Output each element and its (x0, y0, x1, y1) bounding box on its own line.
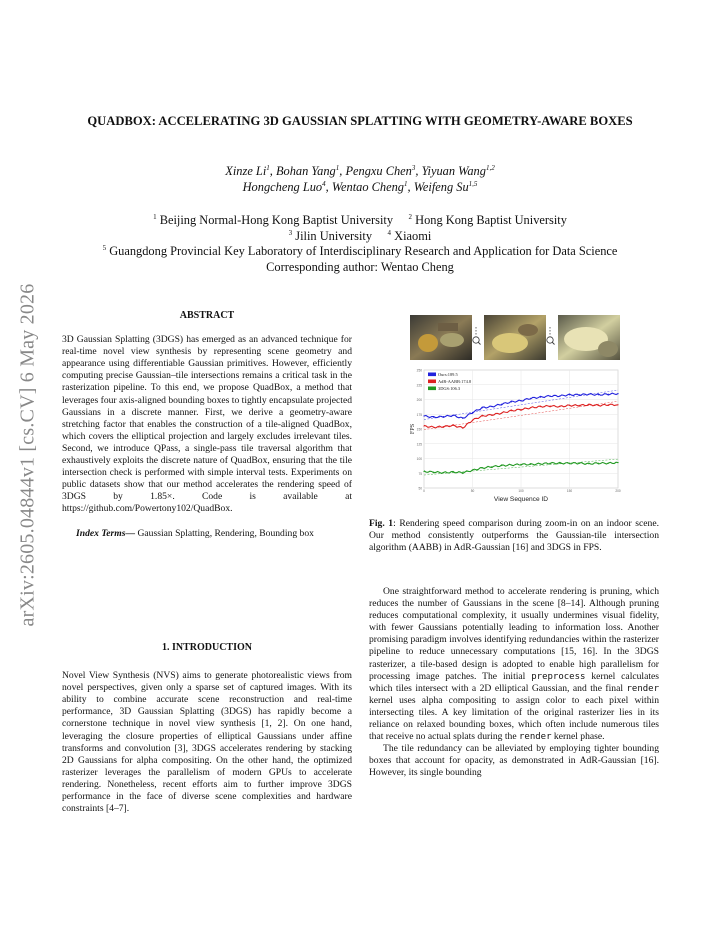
y-tick-label: 125 (416, 442, 422, 447)
data-point (472, 470, 473, 471)
data-point (617, 393, 618, 394)
zoom-sequence-images (410, 315, 620, 360)
paragraph: One straightforward method to accelerate rendering is pruning, which reduces the number of Gaussians in the scene [8–14]. Although pruning reduces computational complexity, it usually undermines visual fidelity, with fewer Gaussians potentially leading to information loss. Another promising paradigm involves identifying redundancies within the rasterizer pipeline to reduce unnecessary computations [15, 16]. In the 3DGS rasterizer, a tile-based design is adopted to enable high parallelism for processing image patches. The initial preprocess kernel calculates which tiles intersect with a 2D elliptical Gaussian, and the final render kernel uses alpha compositing to assign color to each pixel within intersecting tiles. A key limitation of the original rasterizer lies in its reliance on relaxed bounding boxes, which often include numerous tiles that receive no actual splats during the render kernel phase. (369, 586, 659, 743)
affiliations: $^1$ Beijing Normal-Hong Kong Baptist University $^2$ Hong Kong Baptist University $^3$ Jilin University $^4$ Xiaomi $^5$ Guangdong Provincial Key Laboratory of Interdisciplinary Research and Application for Data Science Corresponding author: Wentao Cheng (102, 212, 618, 274)
data-point (559, 395, 560, 396)
data-point (520, 400, 521, 401)
x-tick-label: 0 (423, 489, 425, 493)
data-point (511, 464, 512, 465)
y-tick-label: 75 (418, 471, 422, 476)
affiliation: Hong Kong Baptist University (415, 213, 567, 227)
data-point (550, 395, 551, 396)
data-point (482, 467, 483, 468)
data-point (520, 464, 521, 465)
legend-swatch (428, 387, 436, 391)
data-point (423, 415, 424, 416)
code-preprocess: preprocess (531, 671, 586, 682)
zoom-marker (473, 327, 481, 345)
y-tick-label: 200 (416, 398, 422, 402)
data-point (453, 415, 454, 416)
data-point (550, 463, 551, 464)
y-tick-label: 250 (416, 368, 422, 373)
data-point (579, 394, 580, 395)
data-point (540, 463, 541, 464)
data-point (579, 463, 580, 464)
data-point (423, 425, 424, 426)
data-point (501, 412, 502, 413)
data-point (530, 407, 531, 408)
affiliation: Jilin University (295, 228, 373, 243)
index-terms-label: Index Terms— (76, 527, 136, 539)
x-axis-label: View Sequence ID (493, 496, 549, 503)
author: Hongcheng Luo$^4$ (242, 179, 326, 194)
fps-line-chart (410, 368, 620, 505)
section-heading: 1. INTRODUCTION (161, 642, 252, 653)
data-point (617, 404, 618, 405)
abstract-heading: ABSTRACT (179, 310, 235, 321)
affiliation: Guangdong Provincial Key Laboratory of Interdisciplinary Research and Application for Data Science (109, 244, 618, 258)
data-point (482, 407, 483, 408)
abstract-text: 3D Gaussian Splatting (3DGS) has emerged as an advanced technique for real-time novel view synthesis by representing scene geometry and appearance using differentiable Gaussian primitives. However, efficiently computing precise Gaussian–tile intersections remains a critical task in the rasterization pipeline. To this end, we propose QuadBox, a method that leverages four axis-aligned bounding boxes to tightly encapsulate projected Gaussians in a discrete manner. First, we derive a geometry-aware stretching factor that enables the construction of a tile-aligned QuadBox, which covers the elliptical projection and largely excludes irrelevant tiles. Second, we introduce QPass, a single-pass tile traversal algorithm that exhaustively exploits the discrete nature of QuadBox, ensuring that the tile intersection check is performed with simple interval tests. Experiments on public datasets show that our method accelerates the rendering speed of 3DGS by 1.85×. Code is available at https://github.com/Powertony102/QuadBox. (62, 334, 352, 515)
affiliation: Xiaomi (394, 228, 432, 243)
scene-image-wide (410, 315, 472, 360)
data-point (482, 415, 483, 416)
abstract-section (62, 310, 352, 540)
data-point (491, 406, 492, 407)
author: Weifeng Su$^{1,5}$ (413, 179, 478, 194)
data-point (433, 471, 434, 472)
data-point (462, 427, 463, 428)
data-point (559, 406, 560, 407)
data-point (462, 418, 463, 419)
data-point (423, 471, 424, 472)
y-tick-label: 150 (416, 427, 422, 432)
author-list: Xinze Li$^1$, Bohan Yang$^1$, Pengxu Chen$^3$, Yiyuan Wang$^{1,2}$ Hongcheng Luo$^4$, Wentao Cheng$^1$, Weifeng Su$^{1,5}$ (225, 163, 495, 194)
data-point (462, 472, 463, 473)
scene-image-mid (484, 315, 546, 360)
right-column-body (369, 586, 659, 780)
data-point (511, 401, 512, 402)
author: Wentao Cheng$^1$ (331, 179, 408, 194)
data-point (588, 404, 589, 405)
data-point (598, 394, 599, 395)
y-axis-label: FPS (409, 423, 416, 435)
data-point (569, 405, 570, 406)
intro-text: Novel View Synthesis (NVS) aims to generate photorealistic views from novel perspectives, given only a sparse set of captured images. With its ability to combine accurate scene reconstruction and real-time performance, 3D Gaussian Splatting (3DGS) has rapidly become a cornerstone technique in novel view synthesis [1, 2]. On one hand, leveraging the closure properties of elliptical Gaussians under affine transforms and convolution [3], 3DGS accelerates rendering by stacking 2D Gaussians for alpha compositing. On the other hand, the optimized rasterizer leverages the parallelism of modern GPUs to accelerate rendering. Nonetheless, recent efforts aim to further improve 3DGS performance in the face of diverse scene complexities and hardware constraints [4–7]. (62, 670, 352, 815)
legend-swatch (428, 380, 436, 384)
data-point (588, 394, 589, 395)
affiliation: Beijing Normal-Hong Kong Baptist University (159, 213, 394, 227)
data-point (472, 412, 473, 413)
data-point (491, 466, 492, 467)
arxiv-stamp: arXiv:2605.04844v1 [cs.CV] 6 May 2026 (16, 283, 39, 627)
data-point (433, 427, 434, 428)
author: Xinze Li$^1$ (225, 163, 270, 178)
data-point (569, 463, 570, 464)
x-tick-label: 150 (566, 489, 573, 493)
y-tick-label: 100 (416, 457, 422, 461)
data-point (598, 463, 599, 464)
scene-image-close (558, 315, 620, 360)
data-point (598, 405, 599, 406)
author: Bohan Yang$^1$ (275, 163, 340, 178)
data-point (569, 394, 570, 395)
data-point (443, 472, 444, 473)
data-point (540, 397, 541, 398)
data-point (491, 414, 492, 415)
data-point (617, 462, 618, 463)
data-point (472, 420, 473, 421)
legend-entry: AdR-AABB:174.8 (438, 378, 472, 384)
data-point (579, 405, 580, 406)
legend-entry: 3DGS:106.3 (438, 385, 461, 391)
author: Yiyuan Wang$^{1,2}$ (421, 163, 495, 178)
data-point (588, 463, 589, 464)
index-terms: Index Terms— Gaussian Splatting, Rendering, Bounding box (76, 527, 314, 539)
data-point (453, 471, 454, 472)
zoom-marker (547, 327, 555, 345)
code-render: render (518, 732, 552, 743)
x-tick-label: 100 (518, 489, 524, 493)
data-point (501, 404, 502, 405)
corresponding-author: Corresponding author: Wentao Cheng (266, 259, 454, 274)
data-point (559, 463, 560, 464)
data-point (453, 425, 454, 426)
paper-title: QUADBOX: ACCELERATING 3D GAUSSIAN SPLATTING WITH GEOMETRY-AWARE BOXES (87, 114, 633, 128)
data-point (608, 463, 609, 464)
author: Pengxu Chen$^3$ (345, 163, 416, 178)
data-point (501, 465, 502, 466)
data-point (530, 464, 531, 465)
legend-swatch (428, 373, 436, 377)
y-tick-label: 175 (416, 412, 422, 417)
data-point (443, 416, 444, 417)
y-tick-label: 50 (418, 486, 422, 491)
data-point (608, 404, 609, 405)
y-tick-label: 225 (416, 383, 422, 388)
paragraph: The tile redundancy can be alleviated by employing tighter bounding boxes that account for opacity, as demonstrated in AdR-Gaussian [16]. However, its single bounding (369, 743, 659, 779)
figure-caption: Fig. 1: Rendering speed comparison during zoom-in on an indoor scene. Our method consistently outperforms the Gaussian-tile intersection algorithm (AABB) in AdR-Gaussian [16] and 3DGS in FPS. (369, 518, 659, 554)
data-point (433, 417, 434, 418)
x-tick-label: 50 (470, 489, 475, 493)
x-tick-label: 200 (615, 489, 621, 493)
figure-1 (410, 315, 620, 505)
data-point (511, 410, 512, 411)
introduction-section (62, 642, 352, 815)
data-point (550, 405, 551, 406)
data-point (520, 409, 521, 410)
data-point (608, 394, 609, 395)
code-render: render (626, 683, 659, 694)
data-point (540, 406, 541, 407)
data-point (530, 398, 531, 399)
caption-label: Fig. 1 (369, 518, 394, 529)
legend-entry: Ours:189.5 (438, 371, 458, 377)
data-point (443, 426, 444, 427)
